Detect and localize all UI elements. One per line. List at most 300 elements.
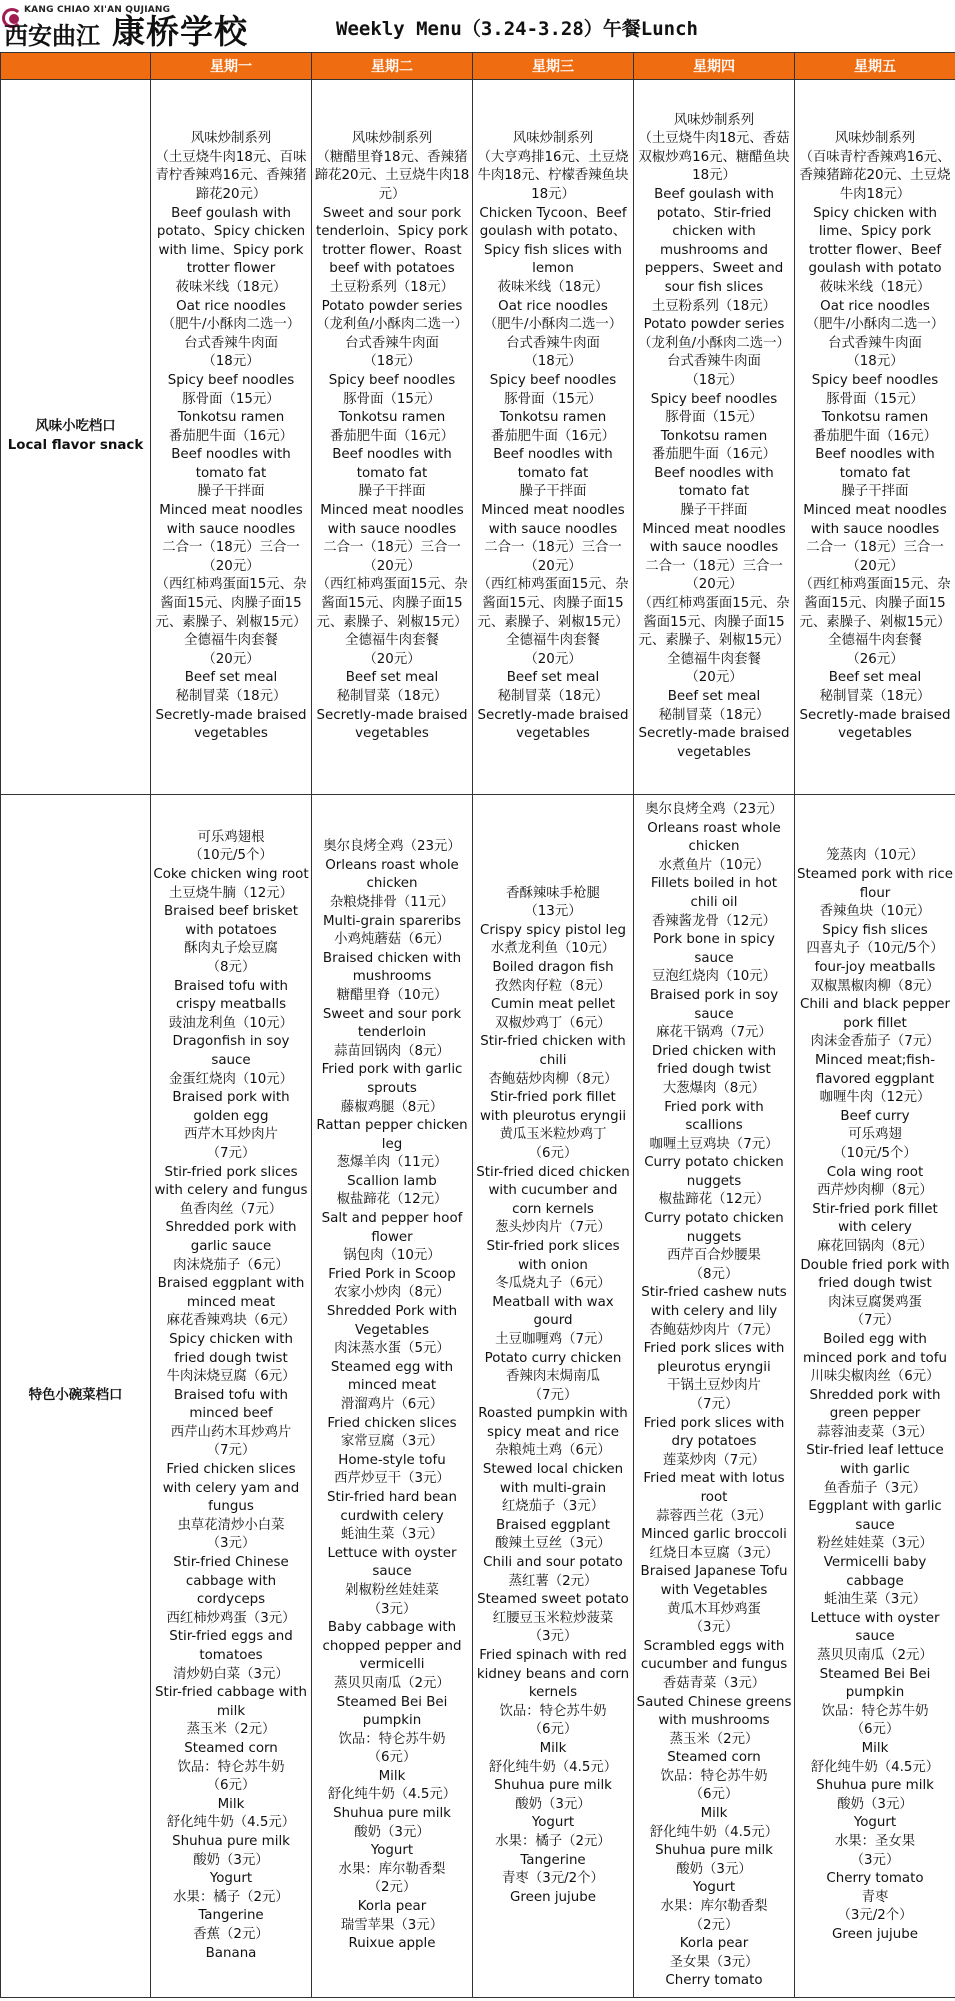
menu-item: Home-style tofu [338, 1452, 446, 1468]
menu-item: 饮品：特仑苏牛奶 [177, 1759, 285, 1775]
menu-item: Braised eggplant with minced meat [157, 1276, 305, 1310]
menu-item: 蚝油生菜（3元） [823, 1592, 927, 1608]
menu-item: 蒜苗回锅肉（8元） [334, 1043, 450, 1059]
menu-item: 西芹山药木耳炒鸡片 [170, 1424, 292, 1440]
row-label-cn: 风味小吃档口 [35, 419, 116, 435]
menu-item: Potato powder series [643, 317, 785, 333]
menu-item: Stir-fried pork slices with celery and fungus [154, 1164, 308, 1199]
menu-item: 酸辣土豆丝（3元） [495, 1536, 611, 1552]
menu-item: Spicy fish slices [822, 922, 928, 938]
menu-item: Steamed sweet potato [477, 1592, 629, 1608]
menu-item: 冬瓜烧丸子（6元） [495, 1276, 611, 1292]
school-logo [2, 2, 302, 51]
menu-item: （6元） [850, 1722, 900, 1738]
menu-item: （20元） [524, 651, 582, 667]
menu-item: 风味炒制系列 [351, 131, 433, 147]
menu-item: 秘制冒菜（18元） [336, 689, 448, 705]
menu-item: 藤椒鸡腿（8元） [340, 1099, 444, 1115]
menu-item: Milk [378, 1768, 406, 1784]
menu-item: Chili and black pepper pork fillet [800, 997, 950, 1031]
menu-item: 豆泡红烧肉（10元） [651, 969, 777, 985]
menu-item: 黄瓜木耳炒鸡蛋 [667, 1601, 761, 1617]
menu-item: Sweet and sour pork tenderloin [322, 1006, 462, 1041]
menu-item: 葱头炒肉片（7元） [495, 1220, 611, 1236]
menu-item: Double fried pork with fried dough twist [800, 1257, 950, 1292]
menu-item: Yogurt [531, 1815, 575, 1831]
menu-item: 麻花回锅肉（8元） [817, 1238, 933, 1254]
menu-item: Stir-fried chicken with chili [480, 1034, 626, 1069]
menu-item: Beef curry [840, 1108, 910, 1124]
menu-item: （10元/5个） [833, 1145, 917, 1161]
menu-item: 水煮鱼片（10元） [658, 857, 770, 873]
menu-item: Secretly-made braised vegetables [799, 707, 951, 742]
day-header: 星期一 [151, 53, 312, 80]
menu-item: Tonkotsu ramen [821, 410, 929, 426]
menu-item: Shuhua pure milk [494, 1778, 612, 1794]
menu-item: 椒盐蹄花（12元） [658, 1192, 770, 1208]
menu-item: Yogurt [370, 1843, 414, 1859]
menu-item: Roasted pumpkin with spicy meat and rice [478, 1406, 628, 1440]
menu-item: Shuhua pure milk [655, 1843, 773, 1859]
menu-item: Sweet and sour pork tenderloin、Spicy pork trotter flower、Roast beef with potatoes [316, 205, 468, 277]
menu-item: Dragonfish in soy sauce [172, 1034, 290, 1069]
menu-item: 小鸡炖蘑菇（6元） [334, 932, 450, 948]
menu-item: Cherry tomato [826, 1871, 924, 1887]
menu-item: Tonkotsu ramen [499, 410, 607, 426]
menu-item: Stir-fried cashew nuts with celery and lily [641, 1285, 787, 1320]
menu-item: Sauted Chinese greens with mushrooms [636, 1694, 792, 1729]
day-header: 星期二 [312, 53, 473, 80]
menu-item: 莜味米线（18元） [497, 279, 609, 295]
menu-item: （7元） [206, 1443, 256, 1459]
menu-item: Beef set meal [828, 670, 922, 686]
menu-item: Shuhua pure milk [816, 1778, 934, 1794]
menu-item: Yogurt [209, 1871, 253, 1887]
menu-item: 水煮龙利鱼（10元） [490, 941, 616, 957]
menu-item: Korla pear [357, 1899, 427, 1915]
menu-item: 杂粮炖土鸡（6元） [495, 1443, 611, 1459]
menu-item: 香辣酱龙骨（12元） [651, 913, 777, 929]
menu-item: Minced meat noodles with sauce noodles [803, 503, 947, 537]
menu-item: 黄瓜玉米粒炒鸡丁 [499, 1127, 607, 1143]
menu-item: Beef set meal [506, 670, 600, 686]
menu-item: Potato powder series [321, 298, 463, 314]
menu-item: 风味炒制系列 [190, 131, 272, 147]
menu-item: 瑞雪苹果（3元） [340, 1917, 444, 1933]
menu-item: 全德福牛肉套餐 [345, 633, 439, 649]
menu-item: Curry potato chicken nuggets [644, 1155, 784, 1189]
menu-item: 莜味米线（18元） [175, 279, 287, 295]
day-header: 星期五 [795, 53, 955, 80]
menu-item: 番茄肥牛面（16元） [329, 428, 455, 444]
menu-item: 蚝油生菜（3元） [340, 1527, 444, 1543]
menu-item: 杏鲍菇炒肉片（7元） [649, 1322, 779, 1338]
menu-item: （6元） [367, 1750, 417, 1766]
menu-item: （肥牛/小酥肉二选一） [483, 317, 623, 333]
menu-item: Beef set meal [345, 670, 439, 686]
menu-item: （6元） [206, 1778, 256, 1794]
menu-item: 台式香辣牛肉面 [828, 335, 922, 351]
menu-item: Minced meat noodles with sauce noodles [481, 503, 625, 537]
menu-item: 可乐鸡翅 [848, 1127, 902, 1143]
menu-item: 番茄肥牛面（16元） [651, 447, 777, 463]
menu-item: Braised tofu with crispy meatballs [174, 978, 288, 1013]
menu-item: 蒸玉米（2元） [669, 1731, 759, 1747]
menu-item: Fried meat with lotus root [643, 1471, 785, 1505]
menu-item: 鱼香肉丝（7元） [179, 1201, 283, 1217]
menu-item: （2元） [367, 1880, 417, 1896]
menu-item: 肉沫烧茄子（6元） [173, 1257, 289, 1273]
menu-item: 秘制冒菜（18元） [658, 707, 770, 723]
menu-item: Vermicelli baby cabbage [823, 1555, 927, 1589]
menu-item: 蒜蓉油麦菜（3元） [817, 1424, 933, 1440]
menu-item: Korla pear [679, 1936, 749, 1952]
menu-item: Beef set meal [184, 670, 278, 686]
menu-item: 肉沫蒸水蛋（5元） [334, 1341, 450, 1357]
menu-item: 牛肉沫烧豆腐（6元） [166, 1369, 296, 1385]
menu-item: Stir-fried cabbage with milk [154, 1685, 308, 1719]
menu-item: Orleans roast whole chicken [325, 857, 459, 892]
menu-item: 豉油龙利鱼（10元） [168, 1015, 294, 1031]
menu-item: 台式香辣牛肉面 [667, 354, 761, 370]
menu-item: 番茄肥牛面（16元） [490, 428, 616, 444]
menu-item: Multi-grain spareribs [322, 913, 462, 929]
menu-item: Steamed corn [184, 1740, 278, 1756]
menu-item: 圣女果（3元） [669, 1954, 759, 1970]
menu-item: Spicy beef noodles [328, 372, 456, 388]
menu-item: Stir-fried hard bean curdwith celery [326, 1489, 458, 1524]
menu-item: Tonkotsu ramen [338, 410, 446, 426]
menu-item: Orleans roast whole chicken [647, 820, 781, 855]
menu-item: Boiled dragon fish [492, 960, 614, 976]
menu-item: Chicken Tycoon、Beef goulash with potato、Spicy fish slices with lemon [479, 205, 627, 277]
menu-item: （龙利鱼/小酥肉二选一） [638, 335, 790, 351]
menu-item: 台式香辣牛肉面 [345, 335, 439, 351]
menu-item: Cherry tomato [665, 1973, 763, 1989]
menu-item: 西芹炒肉柳（8元） [817, 1183, 933, 1199]
menu-item: Minced meat;fish-flavored eggplant [814, 1053, 936, 1087]
menu-item: （10元/5个） [189, 848, 273, 864]
menu-item: （7元） [850, 1313, 900, 1329]
menu-item: Shredded Pork with Vegetables [326, 1304, 458, 1338]
menu-item: 虫草花清炒小白菜 [177, 1517, 285, 1533]
menu-item: 滑溜鸡片（6元） [340, 1397, 444, 1412]
menu-item: Milk [539, 1740, 567, 1756]
menu-item: 二合一（18元）三合一（20元） [645, 558, 783, 593]
menu-item: Banana [205, 1945, 257, 1961]
menu-item: 大葱爆肉（8元） [662, 1080, 766, 1096]
menu-item: （土豆烧牛肉18元、香菇双椒炒鸡16元、糖醋鱼块18元） [638, 131, 790, 184]
menu-item: Minced meat noodles with sauce noodles [159, 503, 303, 537]
menu-item: 番茄肥牛面（16元） [168, 428, 294, 444]
menu-item: 土豆粉系列（18元） [329, 279, 455, 295]
menu-item: Yogurt [692, 1880, 736, 1896]
menu-title: Weekly Menu（3.24-3.28）午餐Lunch [336, 18, 698, 40]
menu-item: Stir-fried eggs and tomatoes [169, 1629, 293, 1664]
menu-item: Oat rice noodles [176, 298, 286, 314]
menu-item: Milk [217, 1796, 245, 1812]
menu-item: Minced garlic broccoli [641, 1527, 787, 1543]
menu-item: 秘制冒菜（18元） [175, 689, 287, 705]
menu-item: Braised chicken with mushrooms [322, 950, 462, 985]
menu-item: 葱爆羊肉（11元） [336, 1155, 448, 1171]
menu-item: 麻花香辣鸡块（6元） [166, 1313, 296, 1329]
menu-item: Potato curry chicken [484, 1350, 622, 1366]
menu-item: 青枣（3元/2个） [502, 1871, 604, 1887]
menu-item: 西红柿炒鸡蛋（3元） [166, 1610, 296, 1626]
menu-item: （土豆烧牛肉18元、百味青柠香辣鸡16元、香辣猪蹄花20元） [155, 149, 307, 202]
menu-item: 全德福牛肉套餐 [184, 633, 278, 649]
menu-item: （2元） [689, 1917, 739, 1933]
row-label-en: Local flavor snack [7, 438, 144, 453]
menu-item: Green jujube [832, 1926, 918, 1942]
menu-item: 西芹炒豆干（3元） [334, 1471, 450, 1487]
menu-item: 锅包肉（10元） [343, 1248, 441, 1264]
day-header: 星期三 [473, 53, 634, 80]
day-cell [312, 795, 473, 1998]
menu-item: （7元） [689, 1397, 739, 1412]
menu-item: 红腰豆玉米粒炒菠菜 [492, 1610, 614, 1626]
menu-item: 可乐鸡翅根 [197, 829, 265, 845]
menu-row-small-dish [1, 795, 955, 1998]
menu-item: 奥尔良烤全鸡（23元） [645, 802, 783, 817]
menu-item: 臊子干拌面 [197, 484, 265, 500]
menu-item: （8元） [206, 960, 256, 976]
menu-item: 香辣肉末焗南瓜 [506, 1369, 600, 1385]
menu-item: Fried chicken slices with celery yam and fungus [162, 1462, 300, 1515]
menu-item: 莜味米线（18元） [819, 279, 931, 295]
menu-item: 家常豆腐（3元） [340, 1434, 444, 1450]
day-cell [473, 80, 634, 795]
menu-item: （7元） [206, 1145, 256, 1161]
menu-item: 酸奶（3元） [193, 1852, 269, 1868]
menu-item: （6元） [689, 1787, 739, 1803]
menu-item: 蒸贝贝南瓜（2元） [334, 1675, 450, 1691]
row-label [1, 80, 151, 795]
menu-item: Beef noodles with tomato fat [332, 447, 452, 481]
menu-item: （18元） [524, 354, 582, 370]
menu-item: Green jujube [510, 1889, 596, 1905]
menu-item: 水果：橘子（2元） [495, 1833, 611, 1849]
menu-item: 椒盐蹄花（12元） [336, 1192, 448, 1208]
menu-item: 剁椒粉丝娃娃菜 [345, 1582, 439, 1598]
menu-item: 全德福牛肉套餐 [506, 633, 600, 649]
menu-item: （肥牛/小酥肉二选一） [805, 317, 945, 333]
day-cell [795, 795, 955, 1998]
menu-item: 干锅土豆炒肉片 [667, 1378, 761, 1394]
menu-item: Fried Pork in Scoop [328, 1266, 456, 1282]
menu-item: 臊子干拌面 [680, 503, 748, 519]
menu-item: （7元） [528, 1387, 578, 1403]
menu-item: 酥肉丸子烩豆腐 [184, 941, 278, 957]
menu-item: （20元） [202, 651, 260, 667]
menu-item: （肥牛/小酥肉二选一） [161, 317, 301, 333]
menu-item: 土豆咖喱鸡（7元） [495, 1331, 611, 1347]
menu-item: （西红柿鸡蛋面15元、杂酱面15元、肉臊子面15元、素臊子、剁椒15元） [155, 577, 307, 630]
menu-item: Tonkotsu ramen [660, 428, 768, 444]
menu-item: 风味炒制系列 [834, 131, 916, 147]
menu-item: （18元） [363, 354, 421, 370]
menu-item: 臊子干拌面 [841, 484, 909, 500]
menu-item: 豚骨面（15元） [343, 391, 441, 407]
menu-item: 杏鲍菇炒肉柳（8元） [488, 1071, 618, 1087]
menu-item: Braised pork with golden egg [172, 1090, 290, 1124]
menu-item: Spicy beef noodles [167, 372, 295, 388]
day-header-row [1, 53, 955, 80]
menu-item: Pork bone in spicy sauce [653, 932, 775, 966]
menu-item: 红烧日本豆腐（3元） [649, 1545, 779, 1561]
menu-item: （26元） [846, 651, 904, 667]
menu-item: 莲菜炒肉（7元） [662, 1452, 766, 1468]
menu-item: 土豆烧牛腩（12元） [168, 885, 294, 901]
row-label-cn: 特色小碗菜档口 [28, 1387, 123, 1403]
menu-item: Oat rice noodles [498, 298, 608, 314]
menu-item: Milk [861, 1740, 889, 1756]
menu-item: Spicy chicken with fried dough twist [169, 1331, 293, 1366]
menu-item: （6元） [528, 1145, 578, 1161]
menu-item: 饮品：特仑苏牛奶 [821, 1703, 929, 1719]
menu-item: （13元） [524, 904, 582, 920]
menu-item: 舒化纯牛奶（4.5元） [166, 1815, 296, 1831]
menu-item: 蒸玉米（2元） [186, 1722, 276, 1738]
menu-item: Dried chicken with fried dough twist [651, 1043, 777, 1078]
menu-item: 香酥辣味手枪腿 [506, 885, 600, 901]
menu-item: 双椒黑椒肉柳（8元） [810, 978, 940, 994]
menu-item: 咖喱牛肉（12元） [819, 1090, 931, 1106]
menu-item: （西红柿鸡蛋面15元、杂酱面15元、肉臊子面15元、素臊子、剁椒15元） [638, 596, 790, 649]
menu-item: Scallion lamb [347, 1173, 437, 1189]
menu-item: Secretly-made braised vegetables [155, 707, 307, 742]
menu-item: 西芹木耳炒肉片 [184, 1127, 278, 1143]
menu-item: 香辣鱼块（10元） [819, 904, 931, 920]
menu-item: 饮品：特仑苏牛奶 [499, 1703, 607, 1719]
menu-item: 红烧茄子（3元） [501, 1499, 605, 1515]
menu-item: 酸奶（3元） [837, 1796, 913, 1812]
menu-item: 糖醋里脊（10元） [336, 987, 448, 1003]
menu-item: Fried pork slices with pleurotus eryngii [643, 1341, 785, 1375]
menu-item: （糖醋里脊18元、香辣猪蹄花20元、土豆烧牛肉18元） [314, 149, 470, 202]
menu-item: 台式香辣牛肉面 [506, 335, 600, 351]
menu-item: 笼蒸肉（10元） [826, 848, 924, 864]
menu-item: 酸奶（3元） [676, 1861, 752, 1877]
menu-item: Cola wing root [826, 1164, 924, 1180]
menu-item: 饮品：特仑苏牛奶 [338, 1731, 446, 1747]
menu-item: Braised Japanese Tofu with Vegetables [640, 1564, 788, 1598]
menu-item: Minced meat noodles with sauce noodles [320, 503, 464, 537]
page-header [0, 0, 955, 52]
menu-item: 二合一（18元）三合一（20元） [323, 540, 461, 574]
menu-item: 二合一（18元）三合一（20元） [162, 540, 300, 574]
menu-item: 肉沫豆腐煲鸡蛋 [828, 1294, 922, 1310]
menu-item: Beef set meal [667, 689, 761, 705]
menu-item: Shredded pork with garlic sauce [165, 1220, 297, 1254]
menu-item: 青枣 [861, 1889, 889, 1905]
menu-item: Eggplant with garlic sauce [808, 1499, 942, 1533]
menu-item: 台式香辣牛肉面 [184, 335, 278, 351]
menu-item: Stir-fried pork fillet with pleurotus eryngii [479, 1090, 627, 1124]
menu-item: 农家小炒肉（8元） [334, 1285, 450, 1301]
menu-item: 四喜丸子（10元/5个） [806, 941, 944, 957]
corner-cell [1, 53, 151, 80]
menu-item: （西红柿鸡蛋面15元、杂酱面15元、肉臊子面15元、素臊子、剁椒15元） [477, 577, 629, 630]
menu-item: Beef goulash with potato、Spicy chicken with lime、Spicy pork trotter flower [156, 205, 306, 277]
row-label [1, 795, 151, 1998]
menu-item: （龙利鱼/小酥肉二选一） [316, 317, 468, 333]
menu-item: （3元） [528, 1629, 578, 1645]
menu-item: 二合一（18元）三合一（20元） [806, 540, 944, 574]
menu-item: Meatball with wax gourd [492, 1294, 614, 1329]
menu-item: Braised pork in soy sauce [649, 987, 779, 1022]
menu-item: 舒化纯牛奶（4.5元） [327, 1787, 457, 1803]
menu-item: 豚骨面（15元） [504, 391, 602, 407]
menu-item: 水果：圣女果 [834, 1833, 916, 1849]
menu-item: Stewed local chicken with multi-grain [482, 1462, 624, 1496]
menu-item: Beef noodles with tomato fat [654, 465, 774, 500]
menu-item: 蒸红薯（2元） [508, 1573, 598, 1589]
menu-item: Fried pork slices with dry potatoes [643, 1415, 785, 1450]
menu-item: Steamed corn [667, 1750, 761, 1766]
menu-item: 饮品：特仑苏牛奶 [660, 1768, 768, 1784]
menu-item: （18元） [685, 372, 743, 388]
menu-item: 肉沫金香茄子（7元） [810, 1034, 940, 1050]
menu-item: Beef noodles with tomato fat [815, 447, 935, 481]
menu-item: Shuhua pure milk [172, 1833, 290, 1849]
day-cell [312, 80, 473, 795]
menu-item: Cumin meat pellet [490, 997, 615, 1013]
menu-item: Spicy beef noodles [489, 372, 617, 388]
menu-item: Steamed egg with minced meat [330, 1359, 454, 1394]
menu-item: （8元） [689, 1266, 739, 1282]
menu-item: Tangerine [198, 1908, 264, 1924]
menu-item: （3元） [367, 1601, 417, 1617]
menu-item: （西红柿鸡蛋面15元、杂酱面15元、肉臊子面15元、素臊子、剁椒15元） [799, 577, 951, 630]
menu-item: Baby cabbage with chopped pepper and vermicelli [322, 1620, 462, 1673]
menu-item: Steamed pork with rice flour [797, 867, 953, 901]
menu-item: Boiled egg with minced pork and tofu [803, 1331, 947, 1366]
menu-item: Stir-fried pork fillet with celery [812, 1201, 938, 1236]
menu-item: Coke chicken wing root [153, 867, 309, 883]
menu-item: Shuhua pure milk [333, 1806, 451, 1822]
menu-item: （20元） [685, 670, 743, 686]
menu-item: Tangerine [520, 1852, 586, 1868]
menu-item: 粉丝娃娃菜（3元） [817, 1536, 933, 1552]
menu-item: 全德福牛肉套餐 [667, 651, 761, 667]
menu-item: 豚骨面（15元） [182, 391, 280, 407]
menu-item: 金蛋红烧肉（10元） [168, 1071, 294, 1087]
menu-row-snack [1, 80, 955, 795]
menu-item: （20元） [363, 651, 421, 667]
day-cell [795, 80, 955, 795]
menu-item: Minced meat noodles with sauce noodles [642, 521, 786, 556]
weekly-menu-table [0, 52, 955, 1998]
menu-item: 清炒奶白菜（3元） [173, 1666, 289, 1682]
menu-item: 孜然肉仔粒（8元） [495, 978, 611, 994]
day-cell [634, 80, 795, 795]
menu-item: 风味炒制系列 [512, 131, 594, 147]
menu-item: Lettuce with oyster sauce [810, 1610, 940, 1645]
menu-item: 鱼香茄子（3元） [823, 1480, 927, 1496]
menu-item: 蒸贝贝南瓜（2元） [817, 1648, 933, 1664]
menu-item: Scrambled eggs with cucumber and fungus [640, 1638, 788, 1673]
menu-item: 西芹百合炒腰果 [667, 1248, 761, 1264]
menu-item: Fried spinach with red kidney beans and corn kernels [476, 1648, 630, 1701]
menu-item: 酸奶（3元） [515, 1796, 591, 1812]
menu-item: 水果：橘子（2元） [173, 1889, 289, 1905]
menu-item: （百味青柠香辣鸡16元、香辣猪蹄花20元、土豆烧牛肉18元） [799, 149, 951, 202]
menu-item: （大亨鸡排16元、土豆烧牛肉18元、柠檬香辣鱼块18元） [477, 149, 629, 202]
day-cell [151, 795, 312, 1998]
menu-item: Fried chicken slices [327, 1415, 457, 1431]
